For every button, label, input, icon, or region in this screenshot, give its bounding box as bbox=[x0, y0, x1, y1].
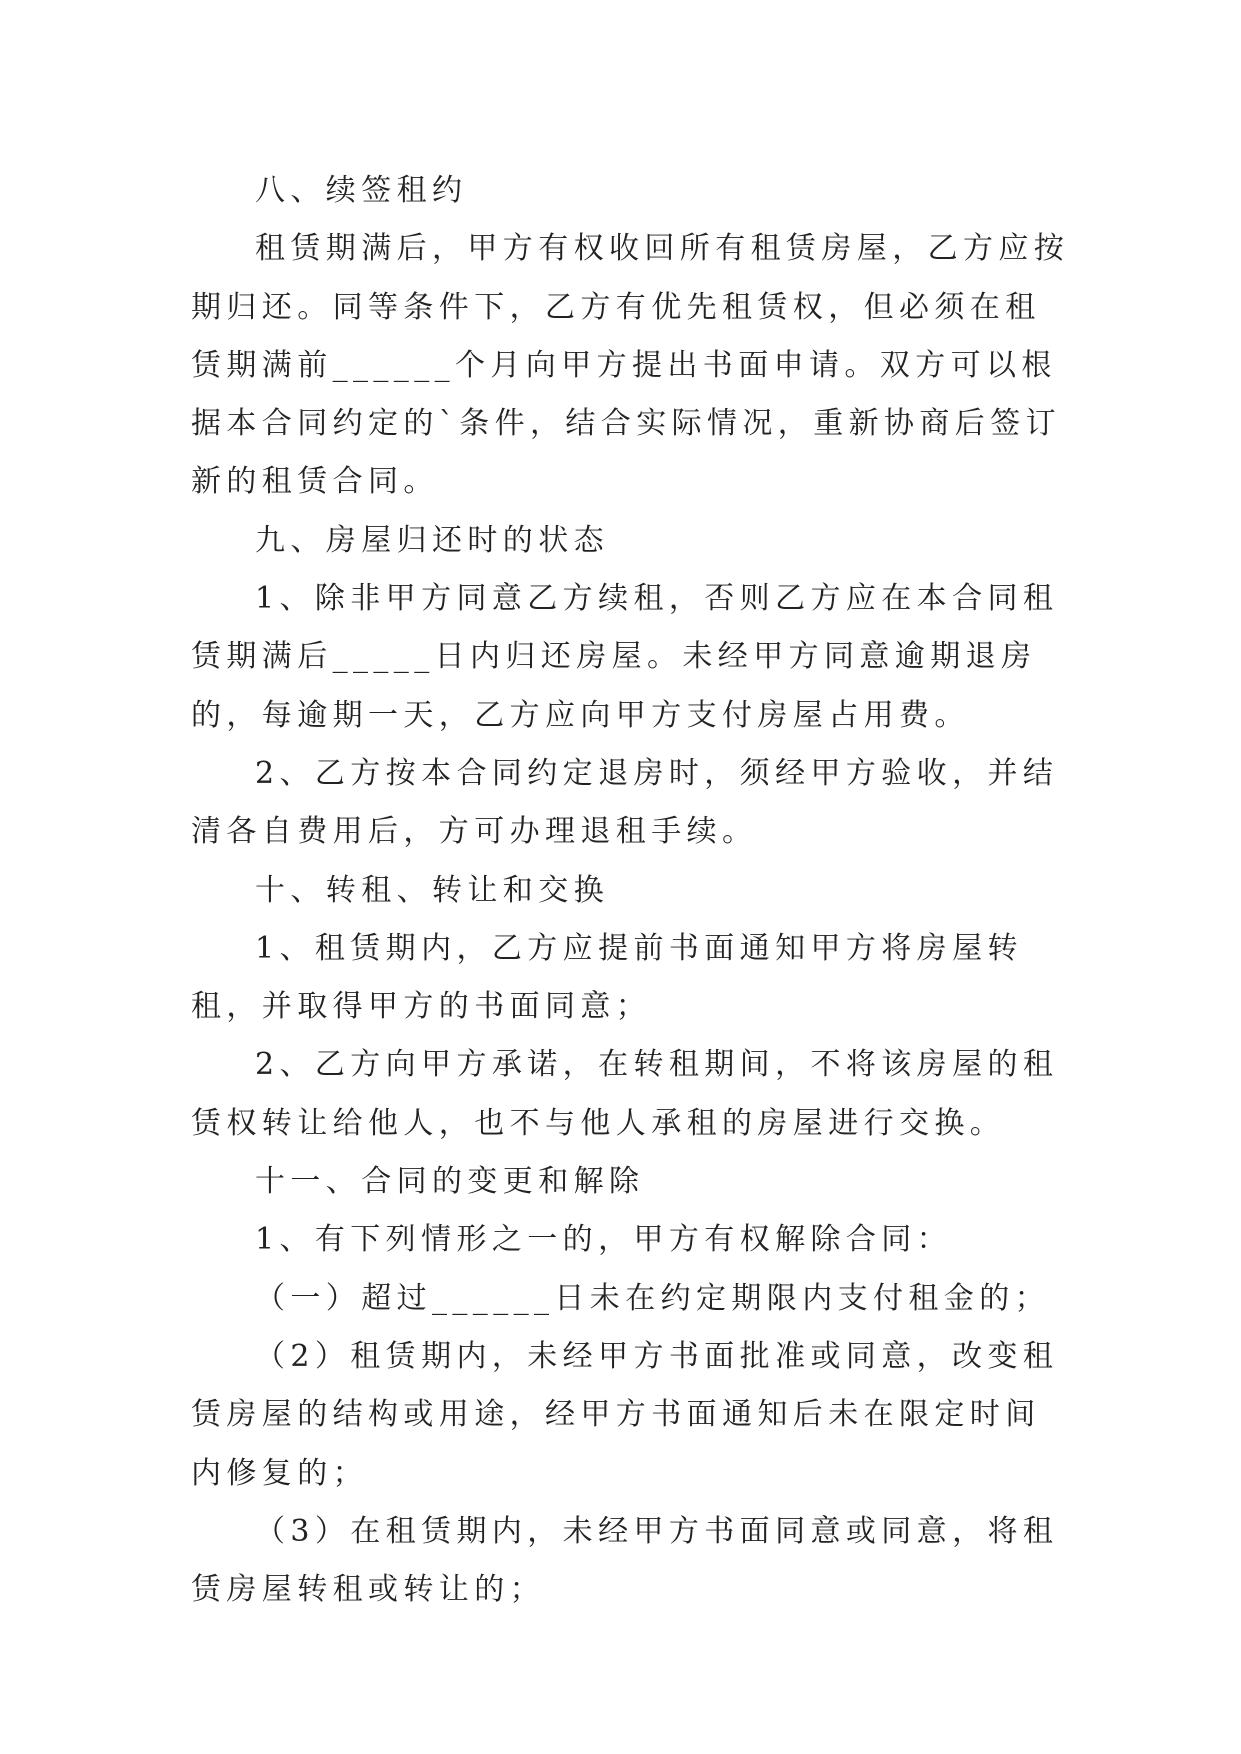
section-heading-sublease: 十、转租、转让和交换 bbox=[255, 872, 609, 908]
section-heading-return-condition: 九、房屋归还时的状态 bbox=[255, 522, 609, 558]
paragraph-return-clause-1: 1、除非甲方同意乙方续租，否则乙方应在本合同租赁期满后_____日内归还房屋。未经甲方同意逾期退房的，每逾期一天，乙方应向甲方支付房屋占用费。 bbox=[191, 581, 1059, 733]
paragraph-termination-item-1: （一）超过______日未在约定期限内支付租金的； bbox=[255, 1280, 1050, 1316]
paragraph-termination-item-3: （3）在租赁期内，未经甲方书面同意或同意，将租赁房屋转租或转让的； bbox=[191, 1513, 1059, 1608]
paragraph-termination-intro: 1、有下列情形之一的，甲方有权解除合同： bbox=[255, 1222, 953, 1258]
paragraph-sublease-clause-2: 2、乙方向甲方承诺，在转租期间，不将该房屋的租赁权转让给他人，也不与他人承租的房屋进行交换。 bbox=[191, 1047, 1059, 1141]
paragraph-termination-item-2: （2）租赁期内，未经甲方书面批准或同意，改变租赁房屋的结构或用途，经甲方书面通知后未在限定时间内修复的； bbox=[191, 1338, 1059, 1491]
paragraph-renewal-terms: 租赁期满后，甲方有权收回所有租赁房屋，乙方应按期归还。同等条件下，乙方有优先租赁权，但必须在租赁期满前______个月向甲方提出书面申请。双方可以根据本合同约定的`条件，结合实际情况，重新协商后签订新的租赁合同。 bbox=[191, 231, 1070, 500]
section-heading-renewal: 八、续签租约 bbox=[255, 173, 468, 208]
section-heading-termination: 十一、合同的变更和解除 bbox=[255, 1164, 645, 1200]
paragraph-return-clause-2: 2、乙方按本合同约定退房时，须经甲方验收，并结清各自费用后，方可办理退租手续。 bbox=[191, 755, 1059, 850]
paragraph-sublease-clause-1: 1、租赁期内，乙方应提前书面通知甲方将房屋转租，并取得甲方的书面同意； bbox=[191, 930, 1023, 1025]
document-body bbox=[191, 162, 1071, 1619]
